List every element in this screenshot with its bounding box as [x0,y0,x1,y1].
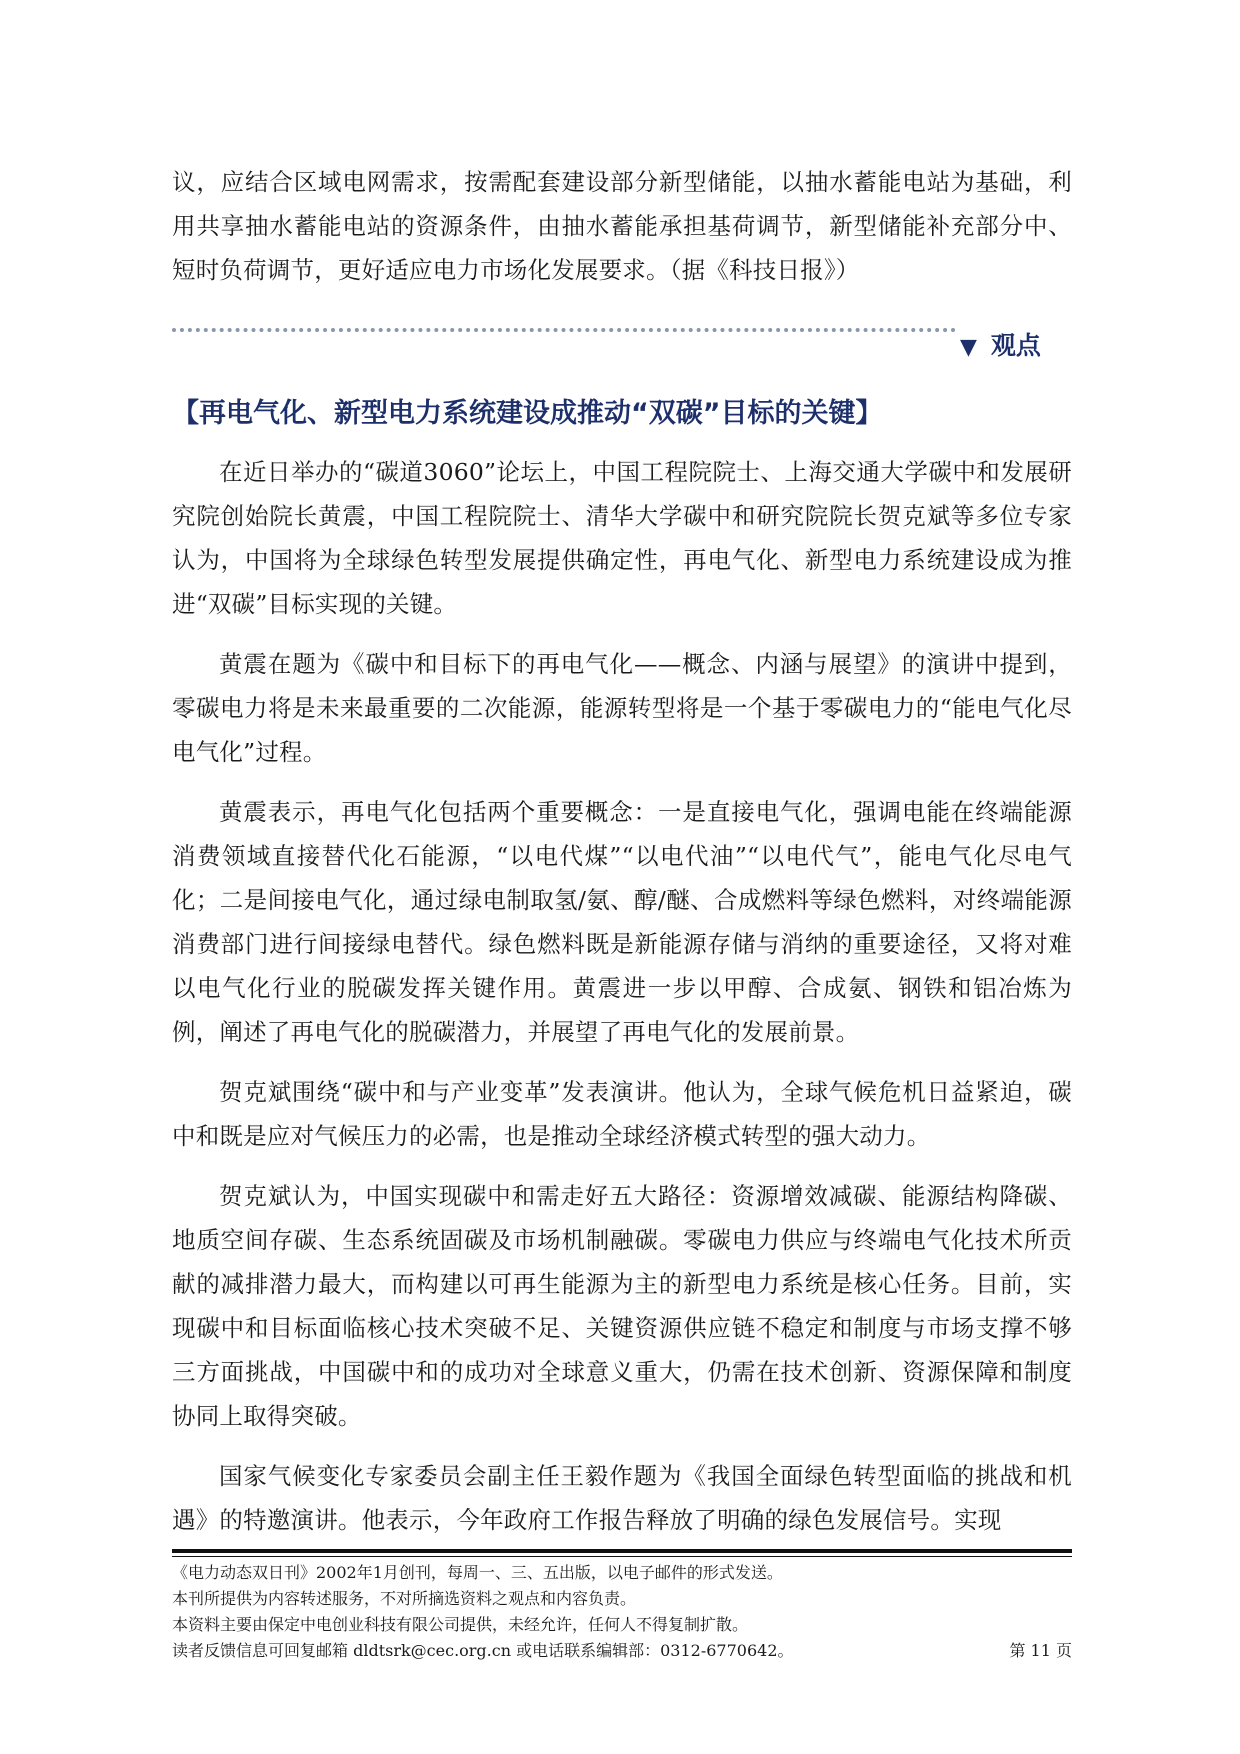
article-paragraph: 黄震在题为《碳中和目标下的再电气化——概念、内涵与展望》的演讲中提到，零碳电力将是未来最重要的二次能源，能源转型将是一个基于零碳电力的“能电气化尽电气化”过程。 [172,650,1072,766]
article-body [172,450,1072,1558]
footer-publication-info: 《电力动态双日刊》2002年1月创刊，每周一、三、五出版，以电子邮件的形式发送。 [172,1563,783,1582]
article-paragraph: 黄震表示，再电气化包括两个重要概念：一是直接电气化，强调电能在终端能源消费领域直接替代化石能源，“以电代煤”“以电代油”“以电代气”，能电气化尽电气化；二是间接电气化，通过绿电制取氢/氨、醇/醚、合成燃料等绿色燃料，对终端能源消费部门进行间接绿电替代。绿色燃料既是新能源存储与消纳的重要途径，又将对难以电气化行业的脱碳发挥关键作用。黄震进一步以甲醇、合成氨、钢铁和铝冶炼为例，阐述了再电气化的脱碳潜力，并展望了再电气化的发展前景。 [172,798,1072,1046]
continued-paragraph: 议，应结合区域电网需求，按需配套建设部分新型储能，以抽水蓄能电站为基础，利用共享抽水蓄能电站的资源条件，由抽水蓄能承担基荷调节，新型储能补充部分中、短时负荷调节，更好适应电力市场化发展要求。（据《科技日报》） [172,168,1072,284]
footer-contact-row [172,1638,1072,1664]
article-headline: 【再电气化、新型电力系统建设成推动“双碳”目标的关键】 [172,398,883,429]
section-divider [172,328,956,332]
section-label: 观点 [990,331,1041,360]
article-paragraph: 在近日举办的“碳道3060”论坛上，中国工程院院士、上海交通大学碳中和发展研究院创始院长黄震，中国工程院院士、清华大学碳中和研究院院长贺克斌等多位专家认为，中国将为全球绿色转型发展提供确定性，再电气化、新型电力系统建设成为推进“双碳”目标实现的关键。 [172,458,1072,618]
article-paragraph: 贺克斌认为，中国实现碳中和需走好五大路径：资源增效减碳、能源结构降碳、地质空间存碳、生态系统固碳及市场机制融碳。零碳电力供应与终端电气化技术所贡献的减排潜力最大，而构建以可再生能源为主的新型电力系统是核心任务。目前，实现碳中和目标面临核心技术突破不足、关键资源供应链不稳定和制度与市场支撑不够三方面挑战，中国碳中和的成功对全球意义重大，仍需在技术创新、资源保障和制度协同上取得突破。 [172,1182,1072,1430]
footer-copyright: 本资料主要由保定中电创业科技有限公司提供，未经允许，任何人不得复制扩散。 [172,1615,749,1634]
footer-contact: 读者反馈信息可回复邮箱 dldtsrk@cec.org.cn 或电话联系编辑部：0312-6770642。 [172,1641,794,1660]
footer-rule-thick [172,1549,1072,1553]
article-paragraph: 国家气候变化专家委员会副主任王毅作题为《我国全面绿色转型面临的挑战和机遇》的特邀演讲。他表示，今年政府工作报告释放了明确的绿色发展信号。实现 [172,1462,1072,1534]
page-footer [172,1560,1072,1664]
article-paragraph: 贺克斌围绕“碳中和与产业变革”发表演讲。他认为，全球气候危机日益紧迫，碳中和既是应对气候压力的必需，也是推动全球经济模式转型的强大动力。 [172,1078,1072,1150]
footer-rule-thin [172,1556,1072,1557]
page-number: 第 11 页 [1009,1641,1072,1660]
footer-disclaimer: 本刊所提供为内容转述服务，不对所摘选资料之观点和内容负责。 [172,1589,637,1608]
section-tag [960,326,1041,368]
triangle-down-icon: ▼ [960,335,977,360]
